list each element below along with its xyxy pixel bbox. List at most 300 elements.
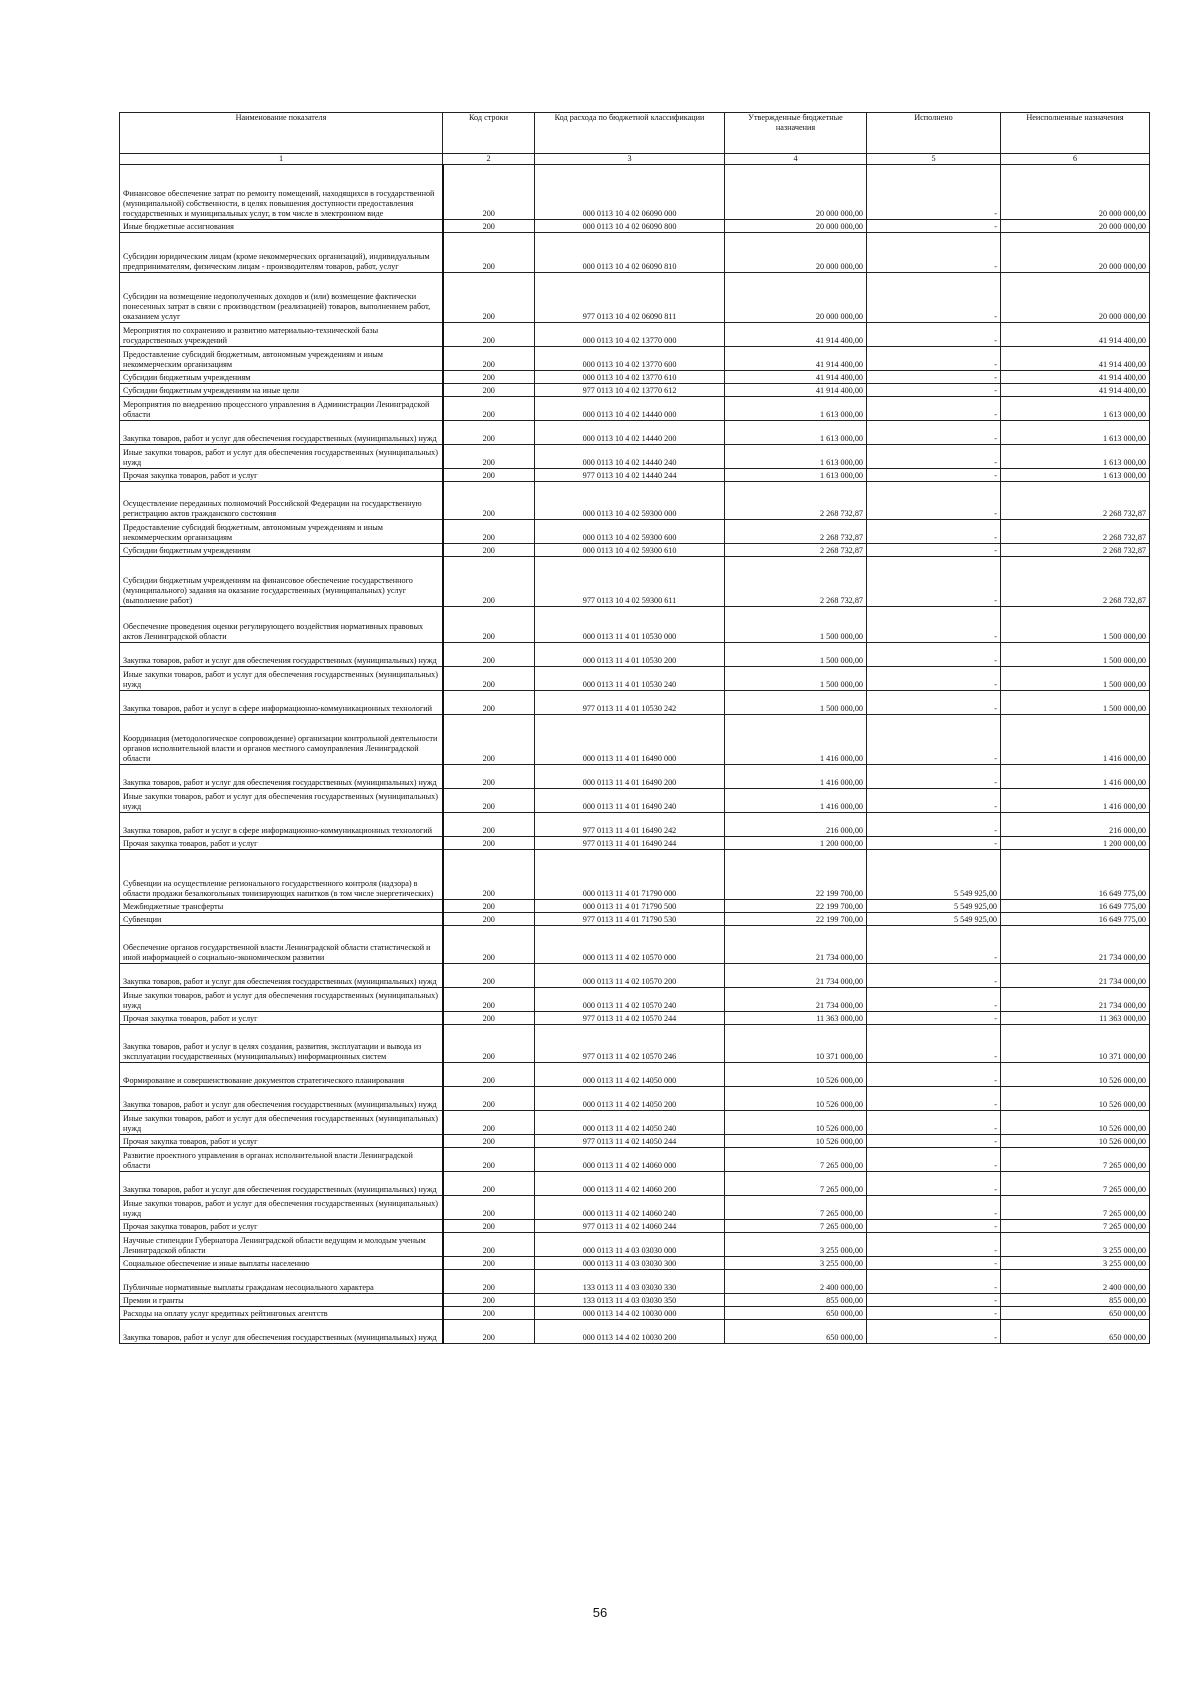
row-budget-code: 977 0113 11 4 01 16490 244 (535, 837, 725, 850)
row-line-code: 200 (443, 233, 535, 273)
row-budget-code: 000 0113 11 4 02 14060 240 (535, 1196, 725, 1220)
row-executed: - (867, 1220, 1001, 1233)
row-executed: - (867, 469, 1001, 482)
table-header-row (120, 113, 1150, 154)
row-line-code: 200 (443, 544, 535, 557)
row-approved: 1 416 000,00 (725, 789, 867, 813)
row-budget-code: 000 0113 11 4 01 10530 240 (535, 667, 725, 691)
row-budget-code: 000 0113 11 4 01 71790 500 (535, 900, 725, 913)
row-unexecuted: 7 265 000,00 (1001, 1220, 1150, 1233)
row-approved: 650 000,00 (725, 1320, 867, 1344)
row-executed: - (867, 789, 1001, 813)
row-executed: - (867, 482, 1001, 520)
row-line-code: 200 (443, 765, 535, 789)
row-executed: - (867, 1111, 1001, 1135)
row-name: Субсидии юридическим лицам (кроме некоммерческих организаций), индивидуальным предпринимателям, физическим лицам - производителям товаров, работ, услуг (120, 233, 443, 273)
row-name: Субвенции на осуществление регионального государственного контроля (надзора) в области продажи безалкогольных тонизирующих напитков (в том числе энергетических) (120, 850, 443, 900)
table-row (120, 397, 1150, 421)
row-unexecuted: 21 734 000,00 (1001, 988, 1150, 1012)
row-approved: 2 268 732,87 (725, 557, 867, 607)
row-executed: 5 549 925,00 (867, 913, 1001, 926)
column-number: 2 (443, 154, 535, 165)
row-name: Закупка товаров, работ и услуг для обеспечения государственных (муниципальных) нужд (120, 964, 443, 988)
column-number: 3 (535, 154, 725, 165)
row-budget-code: 000 0113 14 4 02 10030 000 (535, 1307, 725, 1320)
row-executed: 5 549 925,00 (867, 900, 1001, 913)
row-approved: 10 526 000,00 (725, 1063, 867, 1087)
row-unexecuted: 2 400 000,00 (1001, 1270, 1150, 1294)
row-name: Научные стипендии Губернатора Ленинградской области ведущим и молодым ученым Ленинградской области (120, 1233, 443, 1257)
row-budget-code: 000 0113 11 4 02 10570 000 (535, 926, 725, 964)
row-approved: 7 265 000,00 (725, 1220, 867, 1233)
budget-execution-table-sheet (119, 112, 1149, 1344)
row-unexecuted: 2 268 732,87 (1001, 482, 1150, 520)
row-approved: 20 000 000,00 (725, 233, 867, 273)
row-executed: - (867, 988, 1001, 1012)
row-name: Иные бюджетные ассигнования (120, 220, 443, 233)
row-approved: 22 199 700,00 (725, 900, 867, 913)
row-executed: - (867, 926, 1001, 964)
row-budget-code: 977 0113 11 4 02 14060 244 (535, 1220, 725, 1233)
table-row (120, 1270, 1150, 1294)
row-unexecuted: 10 526 000,00 (1001, 1063, 1150, 1087)
table-row (120, 1063, 1150, 1087)
row-line-code: 200 (443, 469, 535, 482)
row-name: Закупка товаров, работ и услуг для обеспечения государственных (муниципальных) нужд (120, 421, 443, 445)
table-row (120, 220, 1150, 233)
row-approved: 7 265 000,00 (725, 1196, 867, 1220)
row-approved: 10 526 000,00 (725, 1111, 867, 1135)
row-line-code: 200 (443, 220, 535, 233)
row-unexecuted: 10 371 000,00 (1001, 1025, 1150, 1063)
row-budget-code: 000 0113 10 4 02 14440 240 (535, 445, 725, 469)
table-row (120, 482, 1150, 520)
row-executed: - (867, 220, 1001, 233)
row-budget-code: 000 0113 11 4 01 10530 200 (535, 643, 725, 667)
row-unexecuted: 1 500 000,00 (1001, 643, 1150, 667)
row-line-code: 200 (443, 607, 535, 643)
row-executed: - (867, 273, 1001, 323)
column-number: 6 (1001, 154, 1150, 165)
row-budget-code: 977 0113 11 4 01 16490 242 (535, 813, 725, 837)
table-row (120, 667, 1150, 691)
row-line-code: 200 (443, 1111, 535, 1135)
row-approved: 10 371 000,00 (725, 1025, 867, 1063)
row-unexecuted: 1 500 000,00 (1001, 607, 1150, 643)
row-approved: 855 000,00 (725, 1294, 867, 1307)
row-line-code: 200 (443, 397, 535, 421)
row-name: Мероприятия по сохранению и развитию материально-технической базы государственных учреждений (120, 323, 443, 347)
row-executed: - (867, 421, 1001, 445)
row-budget-code: 000 0113 11 4 03 03030 000 (535, 1233, 725, 1257)
row-approved: 2 268 732,87 (725, 544, 867, 557)
row-unexecuted: 855 000,00 (1001, 1294, 1150, 1307)
row-budget-code: 977 0113 11 4 01 71790 530 (535, 913, 725, 926)
table-row (120, 1172, 1150, 1196)
row-approved: 2 268 732,87 (725, 482, 867, 520)
table-row (120, 607, 1150, 643)
row-line-code: 200 (443, 913, 535, 926)
row-line-code: 200 (443, 964, 535, 988)
table-row (120, 544, 1150, 557)
row-name: Обеспечение органов государственной власти Ленинградской области статистической и иной информацией о социально-экономическом развитии (120, 926, 443, 964)
table-row (120, 691, 1150, 715)
row-name: Иные закупки товаров, работ и услуг для обеспечения государственных (муниципальных) нужд (120, 789, 443, 813)
row-executed: - (867, 1307, 1001, 1320)
row-line-code: 200 (443, 1196, 535, 1220)
row-budget-code: 000 0113 10 4 02 14440 000 (535, 397, 725, 421)
row-budget-code: 000 0113 11 4 02 14050 000 (535, 1063, 725, 1087)
row-unexecuted: 1 500 000,00 (1001, 667, 1150, 691)
row-budget-code: 977 0113 11 4 02 14050 244 (535, 1135, 725, 1148)
row-approved: 22 199 700,00 (725, 850, 867, 900)
row-executed: - (867, 837, 1001, 850)
row-budget-code: 000 0113 11 4 02 10570 200 (535, 964, 725, 988)
page-number: 56 (592, 1605, 608, 1620)
row-approved: 10 526 000,00 (725, 1087, 867, 1111)
row-line-code: 200 (443, 482, 535, 520)
row-name: Координация (методологическое сопровождение) организации контрольной деятельности органов исполнительной власти и органов местного самоуправления Ленинградской области (120, 715, 443, 765)
row-line-code: 200 (443, 520, 535, 544)
table-row (120, 715, 1150, 765)
table-row (120, 469, 1150, 482)
row-name: Закупка товаров, работ и услуг для обеспечения государственных (муниципальных) нужд (120, 765, 443, 789)
row-approved: 20 000 000,00 (725, 220, 867, 233)
row-executed: - (867, 607, 1001, 643)
row-line-code: 200 (443, 1063, 535, 1087)
row-executed: - (867, 1135, 1001, 1148)
row-budget-code: 000 0113 11 4 01 10530 000 (535, 607, 725, 643)
row-name: Публичные нормативные выплаты гражданам несоциального характера (120, 1270, 443, 1294)
column-number: 5 (867, 154, 1001, 165)
row-approved: 10 526 000,00 (725, 1135, 867, 1148)
table-row (120, 1294, 1150, 1307)
header-unexecuted: Неисполненные назначения (1001, 113, 1150, 154)
row-executed: - (867, 1172, 1001, 1196)
table-row (120, 813, 1150, 837)
row-name: Закупка товаров, работ и услуг в целях создания, развития, эксплуатации и вывода из эксплуатации государственных (муниципальных) информационных систем (120, 1025, 443, 1063)
row-line-code: 200 (443, 1087, 535, 1111)
table-row (120, 445, 1150, 469)
table-row (120, 347, 1150, 371)
table-row (120, 520, 1150, 544)
row-line-code: 200 (443, 371, 535, 384)
table-row (120, 384, 1150, 397)
row-approved: 3 255 000,00 (725, 1257, 867, 1270)
row-unexecuted: 1 416 000,00 (1001, 789, 1150, 813)
row-unexecuted: 16 649 775,00 (1001, 900, 1150, 913)
row-line-code: 200 (443, 445, 535, 469)
row-approved: 1 200 000,00 (725, 837, 867, 850)
table-row (120, 421, 1150, 445)
row-line-code: 200 (443, 667, 535, 691)
row-name: Прочая закупка товаров, работ и услуг (120, 1012, 443, 1025)
table-row (120, 1111, 1150, 1135)
row-line-code: 200 (443, 1012, 535, 1025)
row-name: Закупка товаров, работ и услуг для обеспечения государственных (муниципальных) нужд (120, 1087, 443, 1111)
row-unexecuted: 650 000,00 (1001, 1307, 1150, 1320)
row-executed: - (867, 1233, 1001, 1257)
row-executed: - (867, 691, 1001, 715)
budget-execution-table (119, 112, 1150, 1344)
row-unexecuted: 7 265 000,00 (1001, 1148, 1150, 1172)
row-approved: 1 613 000,00 (725, 397, 867, 421)
row-unexecuted: 20 000 000,00 (1001, 220, 1150, 233)
row-line-code: 200 (443, 1294, 535, 1307)
table-row (120, 988, 1150, 1012)
row-line-code: 200 (443, 1220, 535, 1233)
row-unexecuted: 1 613 000,00 (1001, 397, 1150, 421)
row-line-code: 200 (443, 384, 535, 397)
row-unexecuted: 10 526 000,00 (1001, 1087, 1150, 1111)
row-unexecuted: 41 914 400,00 (1001, 371, 1150, 384)
row-line-code: 200 (443, 1135, 535, 1148)
row-budget-code: 000 0113 14 4 02 10030 200 (535, 1320, 725, 1344)
row-name: Развитие проектного управления в органах исполнительной власти Ленинградской области (120, 1148, 443, 1172)
row-name: Субсидии бюджетным учреждениям (120, 544, 443, 557)
row-name: Иные закупки товаров, работ и услуг для обеспечения государственных (муниципальных) нужд (120, 1111, 443, 1135)
row-name: Премии и гранты (120, 1294, 443, 1307)
table-row (120, 1012, 1150, 1025)
row-unexecuted: 20 000 000,00 (1001, 233, 1150, 273)
table-row (120, 273, 1150, 323)
row-unexecuted: 2 268 732,87 (1001, 544, 1150, 557)
row-name: Субсидии на возмещение недополученных доходов и (или) возмещение фактически понесенных затрат в связи с производством (реализацией) товаров, выполнением работ, оказанием услуг (120, 273, 443, 323)
row-unexecuted: 1 416 000,00 (1001, 715, 1150, 765)
table-row (120, 1233, 1150, 1257)
row-budget-code: 000 0113 10 4 02 13770 600 (535, 347, 725, 371)
row-budget-code: 000 0113 10 4 02 59300 600 (535, 520, 725, 544)
row-approved: 1 416 000,00 (725, 765, 867, 789)
row-approved: 41 914 400,00 (725, 384, 867, 397)
row-budget-code: 977 0113 10 4 02 14440 244 (535, 469, 725, 482)
row-executed: - (867, 544, 1001, 557)
row-budget-code: 000 0113 10 4 02 06090 800 (535, 220, 725, 233)
table-row (120, 371, 1150, 384)
table-row (120, 913, 1150, 926)
row-approved: 650 000,00 (725, 1307, 867, 1320)
table-row (120, 926, 1150, 964)
row-name: Закупка товаров, работ и услуг для обеспечения государственных (муниципальных) нужд (120, 643, 443, 667)
row-approved: 20 000 000,00 (725, 273, 867, 323)
row-name: Формирование и совершенствование документов стратегического планирования (120, 1063, 443, 1087)
row-executed: - (867, 384, 1001, 397)
row-line-code: 200 (443, 850, 535, 900)
row-approved: 41 914 400,00 (725, 323, 867, 347)
row-unexecuted: 10 526 000,00 (1001, 1135, 1150, 1148)
row-budget-code: 977 0113 11 4 01 10530 242 (535, 691, 725, 715)
row-approved: 7 265 000,00 (725, 1172, 867, 1196)
row-executed: - (867, 1063, 1001, 1087)
row-line-code: 200 (443, 347, 535, 371)
table-body (120, 165, 1150, 1344)
row-budget-code: 977 0113 10 4 02 59300 611 (535, 557, 725, 607)
row-unexecuted: 20 000 000,00 (1001, 273, 1150, 323)
row-unexecuted: 21 734 000,00 (1001, 926, 1150, 964)
row-budget-code: 000 0113 10 4 02 06090 810 (535, 233, 725, 273)
row-line-code: 200 (443, 323, 535, 347)
row-unexecuted: 41 914 400,00 (1001, 347, 1150, 371)
row-name: Прочая закупка товаров, работ и услуг (120, 1135, 443, 1148)
row-approved: 1 500 000,00 (725, 643, 867, 667)
row-executed: - (867, 397, 1001, 421)
row-line-code: 200 (443, 421, 535, 445)
row-unexecuted: 1 416 000,00 (1001, 765, 1150, 789)
row-line-code: 200 (443, 1025, 535, 1063)
row-line-code: 200 (443, 1307, 535, 1320)
table-row (120, 900, 1150, 913)
row-approved: 1 500 000,00 (725, 667, 867, 691)
table-row (120, 557, 1150, 607)
row-line-code: 200 (443, 715, 535, 765)
row-unexecuted: 3 255 000,00 (1001, 1257, 1150, 1270)
row-approved: 3 255 000,00 (725, 1233, 867, 1257)
row-name: Прочая закупка товаров, работ и услуг (120, 469, 443, 482)
row-budget-code: 000 0113 11 4 03 03030 300 (535, 1257, 725, 1270)
row-budget-code: 000 0113 10 4 02 59300 000 (535, 482, 725, 520)
row-name: Иные закупки товаров, работ и услуг для обеспечения государственных (муниципальных) нужд (120, 667, 443, 691)
table-row (120, 765, 1150, 789)
table-row (120, 1320, 1150, 1344)
row-line-code: 200 (443, 1270, 535, 1294)
row-line-code: 200 (443, 988, 535, 1012)
row-executed: - (867, 964, 1001, 988)
row-budget-code: 977 0113 10 4 02 13770 612 (535, 384, 725, 397)
row-approved: 22 199 700,00 (725, 913, 867, 926)
row-budget-code: 000 0113 11 4 01 16490 240 (535, 789, 725, 813)
row-executed: 5 549 925,00 (867, 850, 1001, 900)
row-executed: - (867, 1270, 1001, 1294)
row-budget-code: 000 0113 11 4 01 16490 000 (535, 715, 725, 765)
row-name: Социальное обеспечение и иные выплаты населению (120, 1257, 443, 1270)
header-budget-classification-code: Код расхода по бюджетной классификации (535, 113, 725, 154)
row-executed: - (867, 1294, 1001, 1307)
row-executed: - (867, 1320, 1001, 1344)
row-name: Прочая закупка товаров, работ и услуг (120, 837, 443, 850)
row-executed: - (867, 1025, 1001, 1063)
row-approved: 216 000,00 (725, 813, 867, 837)
row-line-code: 200 (443, 1320, 535, 1344)
table-row (120, 1196, 1150, 1220)
row-line-code: 200 (443, 813, 535, 837)
row-unexecuted: 10 526 000,00 (1001, 1111, 1150, 1135)
row-name: Закупка товаров, работ и услуг для обеспечения государственных (муниципальных) нужд (120, 1320, 443, 1344)
row-approved: 1 613 000,00 (725, 469, 867, 482)
row-approved: 2 400 000,00 (725, 1270, 867, 1294)
row-unexecuted: 41 914 400,00 (1001, 323, 1150, 347)
row-line-code: 200 (443, 1233, 535, 1257)
row-budget-code: 977 0113 11 4 02 10570 244 (535, 1012, 725, 1025)
row-name: Предоставление субсидий бюджетным, автономным учреждениям и иным некоммерческим организациям (120, 520, 443, 544)
table-row (120, 233, 1150, 273)
row-budget-code: 977 0113 11 4 02 10570 246 (535, 1025, 725, 1063)
row-name: Предоставление субсидий бюджетным, автономным учреждениям и иным некоммерческим организациям (120, 347, 443, 371)
row-executed: - (867, 233, 1001, 273)
row-budget-code: 000 0113 11 4 02 14060 200 (535, 1172, 725, 1196)
row-approved: 1 613 000,00 (725, 421, 867, 445)
row-executed: - (867, 1148, 1001, 1172)
table-row (120, 1135, 1150, 1148)
header-executed: Исполнено (867, 113, 1001, 154)
row-line-code: 200 (443, 1148, 535, 1172)
row-name: Закупка товаров, работ и услуг для обеспечения государственных (муниципальных) нужд (120, 1172, 443, 1196)
row-executed: - (867, 1087, 1001, 1111)
row-unexecuted: 216 000,00 (1001, 813, 1150, 837)
row-budget-code: 133 0113 11 4 03 03030 330 (535, 1270, 725, 1294)
row-executed: - (867, 765, 1001, 789)
row-budget-code: 000 0113 11 4 02 14060 000 (535, 1148, 725, 1172)
table-row (120, 1220, 1150, 1233)
row-approved: 41 914 400,00 (725, 347, 867, 371)
row-line-code: 200 (443, 789, 535, 813)
table-row (120, 323, 1150, 347)
table-row (120, 1257, 1150, 1270)
row-approved: 7 265 000,00 (725, 1148, 867, 1172)
row-unexecuted: 2 268 732,87 (1001, 557, 1150, 607)
row-name: Осуществление переданных полномочий Российской Федерации на государственную регистрацию актов гражданского состояния (120, 482, 443, 520)
row-unexecuted: 1 613 000,00 (1001, 469, 1150, 482)
row-name: Мероприятия по внедрению процессного управления в Администрации Ленинградской области (120, 397, 443, 421)
row-name: Расходы на оплату услуг кредитных рейтинговых агентств (120, 1307, 443, 1320)
row-name: Закупка товаров, работ и услуг в сфере информационно-коммуникационных технологий (120, 813, 443, 837)
row-unexecuted: 21 734 000,00 (1001, 964, 1150, 988)
row-budget-code: 000 0113 10 4 02 14440 200 (535, 421, 725, 445)
row-executed: - (867, 813, 1001, 837)
row-executed: - (867, 520, 1001, 544)
row-executed: - (867, 667, 1001, 691)
row-line-code: 200 (443, 557, 535, 607)
row-approved: 11 363 000,00 (725, 1012, 867, 1025)
row-name: Закупка товаров, работ и услуг в сфере информационно-коммуникационных технологий (120, 691, 443, 715)
row-executed: - (867, 1257, 1001, 1270)
row-line-code: 200 (443, 1257, 535, 1270)
row-unexecuted: 16 649 775,00 (1001, 850, 1150, 900)
table-row (120, 1087, 1150, 1111)
row-name: Субсидии бюджетным учреждениям на иные цели (120, 384, 443, 397)
row-executed: - (867, 1012, 1001, 1025)
row-unexecuted: 20 000 000,00 (1001, 165, 1150, 220)
table-row (120, 1307, 1150, 1320)
header-indicator-name: Наименование показателя (120, 113, 443, 154)
row-approved: 1 416 000,00 (725, 715, 867, 765)
row-executed: - (867, 323, 1001, 347)
row-name: Межбюджетные трансферты (120, 900, 443, 913)
row-budget-code: 000 0113 11 4 02 14050 240 (535, 1111, 725, 1135)
row-name: Субсидии бюджетным учреждениям (120, 371, 443, 384)
row-budget-code: 000 0113 11 4 01 71790 000 (535, 850, 725, 900)
row-name: Финансовое обеспечение затрат по ремонту помещений, находящихся в государственной (муниципальной) собственности, в целях повышения доступности предоставления государственных и муниципальных услуг, в том числе в электронном виде (120, 165, 443, 220)
row-name: Обеспечение проведения оценки регулирующего воздействия нормативных правовых актов Ленинградской области (120, 607, 443, 643)
row-approved: 41 914 400,00 (725, 371, 867, 384)
table-row (120, 789, 1150, 813)
table-row (120, 964, 1150, 988)
row-approved: 2 268 732,87 (725, 520, 867, 544)
row-name: Иные закупки товаров, работ и услуг для обеспечения государственных (муниципальных) нужд (120, 1196, 443, 1220)
row-line-code: 200 (443, 691, 535, 715)
row-name: Иные закупки товаров, работ и услуг для обеспечения государственных (муниципальных) нужд (120, 988, 443, 1012)
row-name: Субвенции (120, 913, 443, 926)
row-line-code: 200 (443, 837, 535, 850)
row-line-code: 200 (443, 273, 535, 323)
table-row (120, 850, 1150, 900)
column-number: 4 (725, 154, 867, 165)
row-budget-code: 977 0113 10 4 02 06090 811 (535, 273, 725, 323)
row-budget-code: 000 0113 10 4 02 06090 000 (535, 165, 725, 220)
row-line-code: 200 (443, 1172, 535, 1196)
row-approved: 20 000 000,00 (725, 165, 867, 220)
row-approved: 21 734 000,00 (725, 964, 867, 988)
row-unexecuted: 11 363 000,00 (1001, 1012, 1150, 1025)
